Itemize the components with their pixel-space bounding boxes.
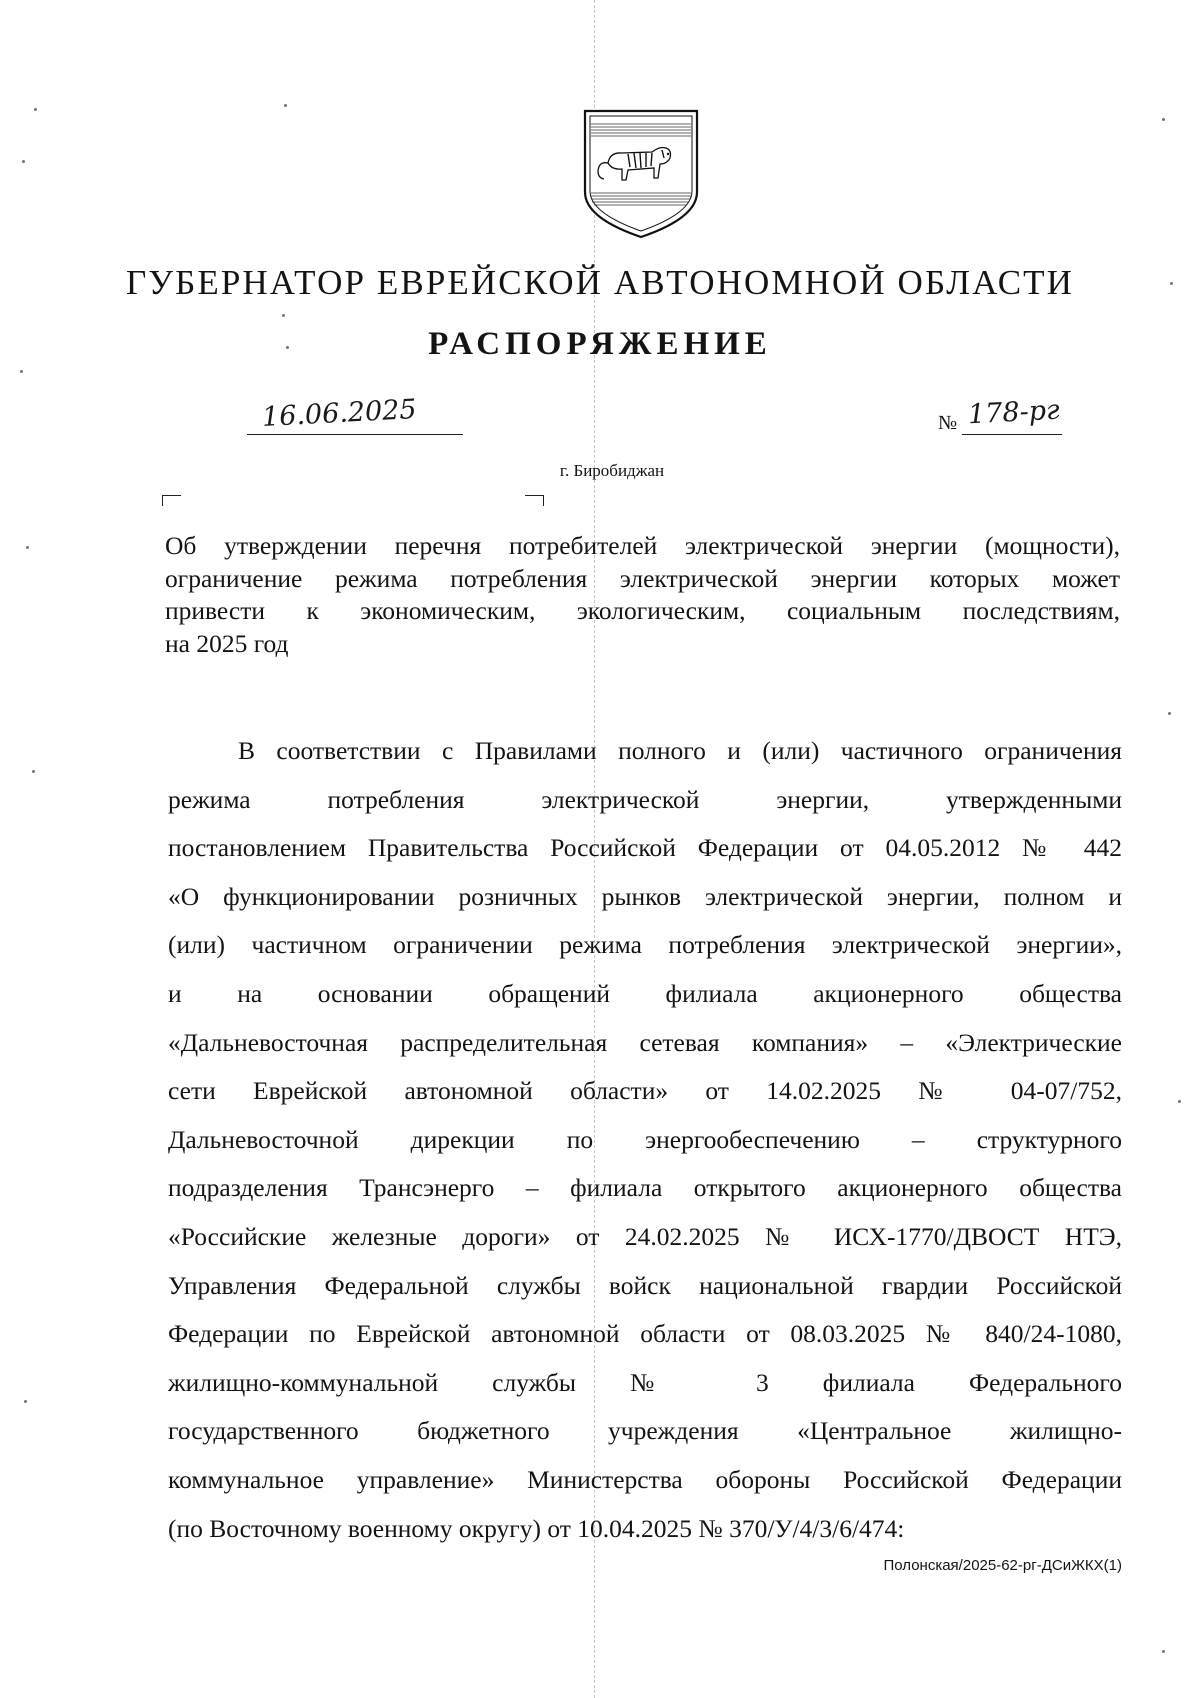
body-line: коммунальное управление» Министерства обороны Российской Федерации xyxy=(168,1464,1122,1494)
body-line: жилищно-коммунальной службы № 3 филиала Федерального xyxy=(168,1367,1122,1397)
subject-line: Об утверждении перечня потребителей электрической энергии (мощности), xyxy=(165,531,1120,560)
body-line: государственного бюджетного учреждения «Центральное жилищно- xyxy=(168,1416,1122,1446)
scan-speck xyxy=(22,160,25,163)
body-line: подразделения Трансэнерго – филиала открытого акционерного общества xyxy=(168,1173,1122,1203)
number-underline xyxy=(962,434,1062,435)
scan-speck xyxy=(1162,118,1165,121)
body-line: (или) частичном ограничении режима потребления электрической энергии», xyxy=(168,930,1122,960)
body-line: Федерации по Еврейской автономной области от 08.03.2025 № 840/24-1080, xyxy=(168,1319,1122,1349)
subject-line: привести к экономическим, экологическим, социальным последствиям, xyxy=(165,596,1120,625)
coat-of-arms-emblem xyxy=(582,108,700,240)
footer-file-code: Полонская/2025-62-рг-ДСиЖКХ(1) xyxy=(883,1557,1122,1574)
scan-speck xyxy=(1162,1650,1165,1653)
body-line: «Российские железные дороги» от 24.02.2025 № ИСХ-1770/ДВОСТ НТЭ, xyxy=(168,1221,1122,1251)
subject-line: ограничение режима потребления электрической энергии которых может xyxy=(165,563,1120,593)
document-subject xyxy=(165,530,1120,660)
body-line: сети Еврейской автономной области» от 14.02.2025 № 04-07/752, xyxy=(168,1076,1122,1106)
scan-speck xyxy=(284,104,287,107)
scan-speck xyxy=(1178,1100,1181,1103)
document-body xyxy=(168,727,1122,1553)
scan-speck xyxy=(24,1400,27,1403)
document-number: 178-рг xyxy=(967,394,1061,431)
body-line: Управления Федеральной службы войск национальной гвардии Российской xyxy=(168,1270,1122,1300)
document-type-title: РАСПОРЯЖЕНИЕ xyxy=(428,326,772,362)
date-underline xyxy=(247,434,463,435)
body-line: Дальневосточной дирекции по энергообеспечению – структурного xyxy=(168,1124,1122,1154)
subject-line: на 2025 год xyxy=(165,628,289,658)
body-line: и на основании обращений филиала акционерного общества xyxy=(168,978,1122,1008)
number-sign: № xyxy=(938,412,958,434)
body-line: В соответствии с Правилами полного и (или) частичного ограничения xyxy=(238,736,1122,765)
scan-speck xyxy=(20,370,23,373)
document-date: 16.06.2025 xyxy=(261,393,418,434)
issuing-authority: ГУБЕРНАТОР ЕВРЕЙСКОЙ АВТОНОМНОЙ ОБЛАСТИ xyxy=(125,263,1075,302)
title-corner-mark-right xyxy=(525,495,544,506)
body-line: «О функционировании розничных рынков электрической энергии, полном и xyxy=(168,881,1122,911)
place-of-issue: г. Биробиджан xyxy=(559,461,665,480)
body-line: «Дальневосточная распределительная сетевая компания» – «Электрические xyxy=(168,1027,1122,1057)
body-line: режима потребления электрической энергии, утвержденными xyxy=(168,784,1122,814)
scan-speck xyxy=(282,314,285,317)
body-line: постановлением Правительства Российской Федерации от 04.05.2012 № 442 xyxy=(168,833,1122,863)
scan-speck xyxy=(1168,712,1171,715)
scan-speck xyxy=(34,108,37,111)
scan-speck xyxy=(32,770,35,773)
title-corner-mark-left xyxy=(162,495,181,506)
body-line: (по Восточному военному округу) от 10.04.2025 № 370/У/4/3/6/474: xyxy=(168,1513,905,1543)
scan-speck xyxy=(26,546,29,549)
